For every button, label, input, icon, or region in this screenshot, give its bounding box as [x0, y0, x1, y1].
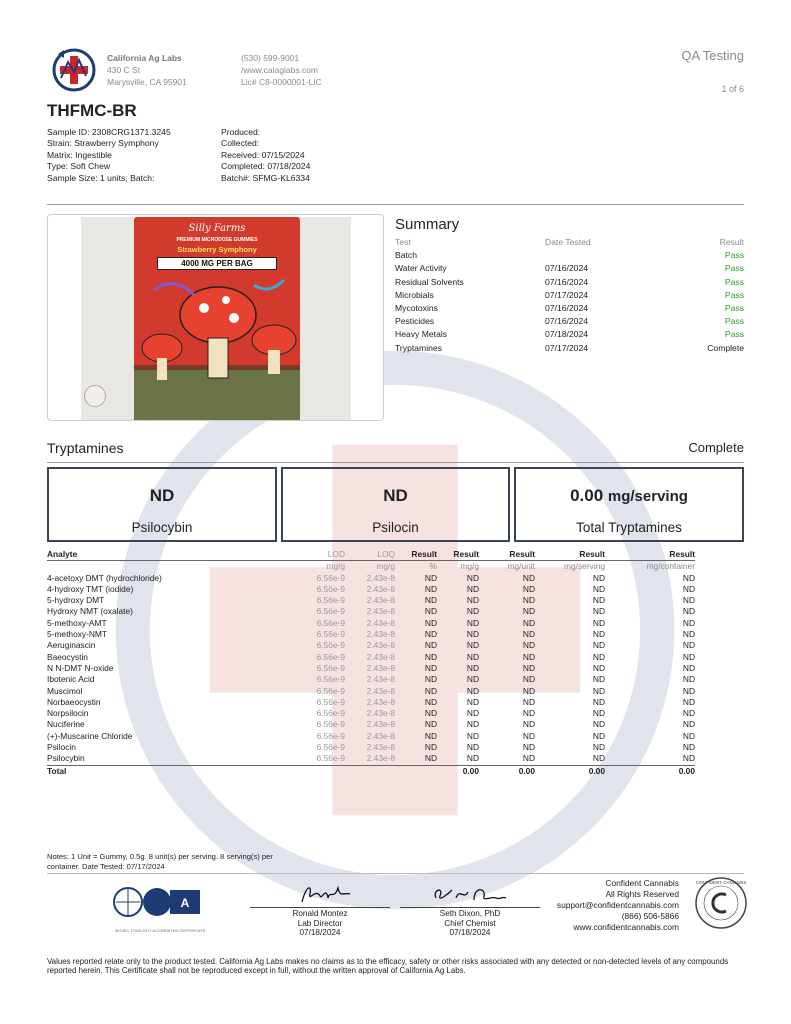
sticker-seal: [84, 385, 106, 407]
total-mgserving: 0.00: [588, 765, 605, 776]
col-result-mgcontainer: Result: [669, 549, 695, 559]
analyte-loq: 2.43e-8: [366, 753, 395, 764]
analyte-result-mgserving: ND: [592, 730, 605, 741]
analyte-name: Baeocystin: [47, 651, 88, 662]
total-pct: [395, 765, 437, 777]
lab-phone: (530) 599-9001: [241, 53, 300, 63]
analyte-result-mgserving: ND: [592, 572, 605, 583]
col-result-mgserving: Result: [579, 549, 605, 559]
analyte-loq: 2.43e-8: [366, 662, 395, 673]
sample-received: Received: 07/15/2024: [221, 149, 305, 160]
analyte-loq: 2.43e-8: [366, 629, 395, 640]
analyte-result-mgunit: ND: [522, 674, 535, 685]
bag-flavor: Strawberry Symphony: [177, 245, 257, 254]
summary-result: Pass: [724, 329, 744, 340]
product-bag: [134, 217, 300, 418]
total-label: Total: [47, 765, 67, 776]
analyte-result-mgcontainer: ND: [682, 730, 695, 741]
total-tryptamines-label: Total Tryptamines: [576, 520, 682, 535]
analyte-result-mgunit: ND: [522, 685, 535, 696]
cc-seal-text: CONFIDENT CANNABIS: [695, 880, 747, 885]
analyte-name: Aeruginascin: [47, 640, 96, 651]
analyte-result-mgg: ND: [466, 662, 479, 673]
summary-result: Pass: [724, 289, 744, 300]
summary-row: [395, 302, 744, 315]
table-row: [47, 686, 695, 697]
signature-seth-dixon: [430, 882, 510, 906]
analyte-result-mgcontainer: ND: [682, 742, 695, 753]
analyte-result-mgg: ND: [466, 617, 479, 628]
analyte-loq: 2.43e-8: [366, 572, 395, 583]
analyte-lod: 6.56e-9: [316, 674, 345, 685]
analyte-result-mgserving: ND: [592, 674, 605, 685]
summary-result: Pass: [724, 303, 744, 314]
analyte-result-mgg: ND: [466, 696, 479, 707]
analyte-loq: 2.43e-8: [366, 730, 395, 741]
signatory-2: [400, 909, 540, 938]
analyte-loq: 2.43e-8: [366, 606, 395, 617]
cc-website[interactable]: www.confidentcannabis.com: [573, 922, 679, 932]
analyte-result-mgg: ND: [466, 572, 479, 583]
analyte-result-mgserving: ND: [592, 662, 605, 673]
analyte-name: N N-DMT N-oxide: [47, 662, 114, 673]
sample-type: Type: Soft Chew: [47, 161, 111, 172]
summary-header-row: [395, 236, 744, 249]
analyte-loq: 2.43e-8: [366, 685, 395, 696]
analyte-result-mgserving: ND: [592, 651, 605, 662]
total-mgcontainer: 0.00: [678, 765, 695, 776]
lab-address-block: [107, 52, 187, 88]
footer-divider: [47, 873, 744, 874]
psilocin-label: Psilocin: [372, 520, 419, 535]
analyte-result-mgcontainer: ND: [682, 617, 695, 628]
psilocybin-label: Psilocybin: [131, 520, 193, 535]
analyte-result-mgunit: ND: [522, 572, 535, 583]
summary-result: Pass: [724, 316, 744, 327]
analyte-name: Norpsilocin: [47, 708, 89, 719]
summary-header-date: Date Tested: [545, 237, 591, 247]
psilocybin-box: [47, 467, 277, 542]
table-row: [47, 652, 695, 663]
bag-subtitle: PREMIUM MICRODOSE GUMMIES: [176, 237, 258, 243]
summary-header-result: Result: [719, 237, 744, 247]
summary-test-name: Water Activity: [395, 263, 447, 274]
cc-phone: (866) 506-5866: [621, 911, 679, 921]
analyte-result-mgg: ND: [466, 719, 479, 730]
bag-brand: Silly Farms: [188, 223, 246, 234]
analyte-result-mgserving: ND: [592, 719, 605, 730]
accreditation-logos: [112, 885, 208, 931]
lab-license: Lic# C8-0000001-LIC: [241, 77, 322, 87]
summary-table: [395, 236, 744, 355]
analyte-result-mgunit: ND: [522, 629, 535, 640]
analyte-loq: 2.43e-8: [366, 742, 395, 753]
summary-test-name: Tryptamines: [395, 342, 442, 353]
summary-date-tested: 07/16/2024: [545, 303, 589, 314]
summary-result: Pass: [724, 276, 744, 287]
analyte-result-mgserving: ND: [592, 583, 605, 594]
analyte-result-mgcontainer: ND: [682, 753, 695, 764]
summary-test-name: Heavy Metals: [395, 329, 448, 340]
analyte-result-pct: ND: [424, 629, 437, 640]
psilocin-box: [281, 467, 510, 542]
analyte-result-mgunit: ND: [522, 730, 535, 741]
unit-lod: mg/g: [326, 561, 345, 572]
sample-info-right: [221, 127, 310, 184]
analyte-loq: 2.43e-8: [366, 640, 395, 651]
table-row: [47, 573, 695, 584]
analyte-result-mgcontainer: ND: [682, 719, 695, 730]
analyte-result-mgserving: ND: [592, 606, 605, 617]
analyte-result-pct: ND: [424, 640, 437, 651]
analyte-result-mgcontainer: ND: [682, 629, 695, 640]
analyte-units-row: [47, 561, 695, 573]
analyte-result-mgcontainer: ND: [682, 583, 695, 594]
bag-artwork: [134, 270, 300, 420]
page-number: 1 of 6: [721, 84, 744, 94]
analyte-header-row: [47, 549, 695, 561]
analyte-result-mgg: ND: [466, 595, 479, 606]
summary-date-tested: [545, 249, 665, 262]
lab-address-line1: 430 C St: [107, 65, 141, 75]
analyte-result-mgg: ND: [466, 583, 479, 594]
analyte-result-mgg: ND: [466, 742, 479, 753]
summary-row: [395, 289, 744, 302]
sample-id: Sample ID: 2308CRG1371.3245: [47, 127, 171, 137]
analyte-result-mgg: ND: [466, 708, 479, 719]
analyte-name: Ibotenic Acid: [47, 674, 95, 685]
analyte-lod: 6.56e-9: [316, 606, 345, 617]
analyte-lod: 6.56e-9: [316, 595, 345, 606]
table-row: [47, 753, 695, 765]
total-mgunit: 0.00: [518, 765, 535, 776]
sig-line-2: [400, 907, 540, 908]
analyte-result-mgg: ND: [466, 674, 479, 685]
analyte-loq: 2.43e-8: [366, 617, 395, 628]
sample-completed: Completed: 07/18/2024: [221, 161, 311, 172]
sample-info-left: [47, 127, 171, 184]
analyte-result-mgserving: ND: [592, 708, 605, 719]
analyte-lod: 6.56e-9: [316, 730, 345, 741]
summary-result: Pass: [724, 250, 744, 261]
signature-ronald-montez: [298, 882, 356, 906]
summary-row: [395, 249, 744, 262]
summary-date-tested: 07/18/2024: [545, 329, 589, 340]
table-row: [47, 708, 695, 719]
lab-contact-block: [241, 52, 322, 88]
analyte-result-mgserving: ND: [592, 696, 605, 707]
analyte-result-mgcontainer: ND: [682, 595, 695, 606]
analyte-lod: 6.56e-9: [316, 708, 345, 719]
analyte-result-pct: ND: [424, 674, 437, 685]
summary-row: [395, 342, 744, 355]
summary-row: [395, 262, 744, 275]
accreditation-logo-icon: [112, 885, 208, 921]
summary-test-name: Residual Solvents: [395, 276, 464, 287]
analyte-name: Nuciferine: [47, 719, 85, 730]
analyte-result-mgg: ND: [466, 685, 479, 696]
analyte-result-mgcontainer: ND: [682, 685, 695, 696]
summary-header-test: Test: [395, 237, 411, 247]
sample-matrix: Matrix: Ingestible: [47, 149, 112, 160]
analyte-result-pct: ND: [424, 572, 437, 583]
analyte-result-mgserving: ND: [592, 753, 605, 764]
summary-date-tested: 07/17/2024: [545, 289, 589, 300]
analyte-result-mgunit: ND: [522, 595, 535, 606]
table-row: [47, 618, 695, 629]
table-row: [47, 584, 695, 595]
signatory-1: [250, 909, 390, 938]
analyte-lod: 6.56e-9: [316, 629, 345, 640]
analyte-result-mgserving: ND: [592, 685, 605, 696]
analyte-lod: 6.56e-9: [316, 583, 345, 594]
analyte-name: Hydroxy NMT (oxalate): [47, 606, 133, 617]
col-lod: LOD: [327, 549, 345, 559]
lab-address-line2: Marysville, CA 95901: [107, 77, 187, 87]
tryptamines-divider: [47, 462, 744, 463]
table-row: [47, 640, 695, 651]
total-tryptamines-box: [514, 467, 744, 542]
summary-date-tested: 07/17/2024: [545, 342, 589, 353]
col-loq: LOQ: [377, 549, 395, 559]
analyte-name: Psilocin: [47, 742, 76, 753]
analyte-result-pct: ND: [424, 617, 437, 628]
analyte-name: 5-hydroxy DMT: [47, 595, 105, 606]
signatory-2-name: Seth Dixon, PhD: [439, 909, 501, 918]
summary-result: Complete: [707, 342, 744, 353]
summary-rows: [395, 249, 744, 355]
analyte-result-pct: ND: [424, 730, 437, 741]
analyte-result-mgserving: ND: [592, 617, 605, 628]
signatory-1-date: 07/18/2024: [299, 928, 341, 937]
analyte-result-pct: ND: [424, 651, 437, 662]
analyte-result-mgcontainer: ND: [682, 651, 695, 662]
summary-test-name: Batch: [395, 250, 417, 261]
lab-name: California Ag Labs: [107, 53, 182, 63]
analyte-result-pct: ND: [424, 595, 437, 606]
report-type: QA Testing: [681, 48, 744, 63]
analyte-result-pct: ND: [424, 583, 437, 594]
analyte-name: 4-acetoxy DMT (hydrochloride): [47, 572, 162, 583]
psilocybin-value: ND: [149, 486, 175, 505]
analyte-lod: 6.56e-9: [316, 617, 345, 628]
analyte-loq: 2.43e-8: [366, 719, 395, 730]
analyte-result-pct: ND: [424, 685, 437, 696]
sample-batch-number: Batch#: SFMG-KL6334: [221, 172, 310, 183]
total-tryptamines-unit: mg/serving: [607, 488, 688, 505]
analyte-result-pct: ND: [424, 696, 437, 707]
table-row: [47, 606, 695, 617]
analyte-result-mgunit: ND: [522, 742, 535, 753]
col-result-mgunit: Result: [509, 549, 535, 559]
analyte-result-mgserving: ND: [592, 595, 605, 606]
summary-test-name: Pesticides: [395, 316, 435, 327]
table-row: [47, 719, 695, 730]
analyte-result-mgunit: ND: [522, 696, 535, 707]
analyte-result-mgcontainer: ND: [682, 606, 695, 617]
analyte-lod: 6.56e-9: [316, 753, 345, 764]
summary-date-tested: 07/16/2024: [545, 316, 589, 327]
total-mgg: 0.00: [462, 765, 479, 776]
analyte-result-mgunit: ND: [522, 719, 535, 730]
analyte-result-mgg: ND: [466, 640, 479, 651]
sample-produced: Produced:: [221, 127, 261, 137]
accreditation-text: ISO/IEC 17025:2017 ACCREDITED CERTIFICATE: [114, 928, 206, 933]
product-image-panel: [47, 214, 384, 421]
analyte-lod: 6.56e-9: [316, 696, 345, 707]
analyte-name: 5-methoxy-AMT: [47, 617, 107, 628]
unit-mgunit: mg/unit: [507, 561, 535, 572]
total-lod: [247, 765, 345, 777]
analyte-result-mgunit: ND: [522, 606, 535, 617]
summary-test-name: Microbials: [395, 289, 434, 300]
analyte-result-pct: ND: [424, 742, 437, 753]
lab-website[interactable]: /www.calaglabs.com: [241, 65, 319, 75]
sample-collected: Collected:: [221, 138, 260, 149]
analyte-result-mgg: ND: [466, 606, 479, 617]
total-loq: [345, 765, 395, 777]
analyte-table-wrap: [47, 549, 744, 777]
analyte-lod: 6.56e-9: [316, 742, 345, 753]
analyte-name: Psilocybin: [47, 753, 85, 764]
sig-line-1: [250, 907, 390, 908]
analyte-result-mgserving: ND: [592, 742, 605, 753]
analyte-result-mgg: ND: [466, 730, 479, 741]
table-row: [47, 595, 695, 606]
analyte-result-mgunit: ND: [522, 753, 535, 764]
table-row: [47, 742, 695, 753]
col-analyte: Analyte: [47, 549, 78, 559]
analyte-lod: 6.56e-9: [316, 651, 345, 662]
analyte-result-mgunit: ND: [522, 640, 535, 651]
analyte-result-mgunit: ND: [522, 651, 535, 662]
analyte-result-mgg: ND: [466, 629, 479, 640]
analyte-lod: 6.56e-9: [316, 719, 345, 730]
analyte-name: (+)-Muscarine Chloride: [47, 730, 133, 741]
table-row: [47, 674, 695, 685]
analyte-result-mgserving: ND: [592, 629, 605, 640]
analyte-table: [47, 549, 695, 777]
analyte-result-mgunit: ND: [522, 662, 535, 673]
analyte-name: Norbaeocystin: [47, 696, 101, 707]
analyte-loq: 2.43e-8: [366, 651, 395, 662]
analyte-result-pct: ND: [424, 719, 437, 730]
cc-rights: All Rights Reserved: [605, 889, 679, 899]
analyte-result-pct: ND: [424, 753, 437, 764]
analyte-loq: 2.43e-8: [366, 696, 395, 707]
summary-row: [395, 276, 744, 289]
signatory-2-role: Chief Chemist: [444, 918, 496, 928]
analyte-lod: 6.56e-9: [316, 685, 345, 696]
analyte-result-mgcontainer: ND: [682, 708, 695, 719]
analyte-result-mgunit: ND: [522, 617, 535, 628]
analyte-lod: 6.56e-9: [316, 572, 345, 583]
analyte-total-row: [47, 765, 695, 777]
cc-email[interactable]: support@confidentcannabis.com: [556, 900, 679, 910]
disclaimer: Values reported relate only to the product tested. California Ag Labs makes no claims as to the efficacy, safety or other risks associated with any detected or non-detected levels of any compounds reported herein. This Certificate shall not be reproduced except in full, without the written approval of California Ag Labs.: [47, 957, 729, 976]
analyte-result-mgcontainer: ND: [682, 572, 695, 583]
svg-text:A: A: [180, 896, 190, 910]
confident-cannabis-contact: [557, 878, 679, 933]
summary-row: [395, 315, 744, 328]
cc-name: Confident Cannabis: [605, 878, 679, 888]
summary-title: Summary: [395, 216, 460, 233]
signatory-2-date: 07/18/2024: [449, 928, 491, 937]
table-row: [47, 629, 695, 640]
table-row: [47, 697, 695, 708]
bag-dose: 4000 MG PER BAG: [157, 257, 277, 270]
table-row: [47, 663, 695, 674]
page-title: THFMC-BR: [47, 101, 137, 120]
analyte-loq: 2.43e-8: [366, 674, 395, 685]
col-result-pct: Result: [411, 549, 437, 559]
notes: Notes: 1 Unit = Gummy, 0.5g. 8 unit(s) per serving. 8 serving(s) per container. Date Tested: 07/17/2024: [47, 852, 273, 871]
analyte-result-mgcontainer: ND: [682, 674, 695, 685]
sample-strain: Strain: Strawberry Symphony: [47, 138, 159, 149]
analyte-result-mgunit: ND: [522, 708, 535, 719]
summary-test-name: Mycotoxins: [395, 303, 438, 314]
summary-date-tested: 07/16/2024: [545, 276, 589, 287]
analyte-result-mgg: ND: [466, 753, 479, 764]
analyte-result-mgserving: ND: [592, 640, 605, 651]
unit-mgserving: mg/serving: [564, 561, 605, 572]
summary-result: Pass: [724, 263, 744, 274]
header-divider: [47, 204, 744, 205]
total-tryptamines-value: 0.00: [570, 486, 604, 505]
analyte-name: 4-hydroxy TMT (iodide): [47, 583, 134, 594]
analyte-result-pct: ND: [424, 606, 437, 617]
psilocin-value: ND: [383, 486, 408, 505]
tryptamines-title: Tryptamines: [47, 440, 124, 456]
confident-cannabis-seal: [694, 876, 748, 930]
analyte-result-mgg: ND: [466, 651, 479, 662]
analyte-result-pct: ND: [424, 662, 437, 673]
analyte-loq: 2.43e-8: [366, 583, 395, 594]
analyte-name: Muscimol: [47, 685, 83, 696]
analyte-lod: 6.56e-9: [316, 640, 345, 651]
analyte-result-mgcontainer: ND: [682, 640, 695, 651]
sample-size: Sample Size: 1 units; Batch:: [47, 172, 155, 183]
unit-mgg: mg/g: [460, 561, 479, 572]
unit-loq: mg/g: [376, 561, 395, 572]
summary-row: [395, 328, 744, 341]
analyte-loq: 2.43e-8: [366, 595, 395, 606]
lab-logo: [52, 48, 96, 92]
signatory-1-name: Ronald Montez: [292, 909, 348, 918]
unit-analyte: [47, 561, 247, 573]
table-row: [47, 731, 695, 742]
analyte-name: 5-methoxy-NMT: [47, 629, 108, 640]
col-result-mgg: Result: [453, 549, 479, 559]
tryptamines-status: Complete: [688, 440, 744, 455]
analyte-loq: 2.43e-8: [366, 708, 395, 719]
signatory-1-role: Lab Director: [297, 918, 343, 928]
unit-pct: %: [429, 561, 437, 572]
analyte-rows: [47, 573, 695, 766]
summary-date-tested: 07/16/2024: [545, 263, 589, 274]
analyte-result-pct: ND: [424, 708, 437, 719]
analyte-result-mgcontainer: ND: [682, 662, 695, 673]
analyte-result-mgunit: ND: [522, 583, 535, 594]
unit-mgcontainer: mg/container: [646, 561, 695, 572]
analyte-result-mgcontainer: ND: [682, 696, 695, 707]
analyte-lod: 6.56e-9: [316, 662, 345, 673]
